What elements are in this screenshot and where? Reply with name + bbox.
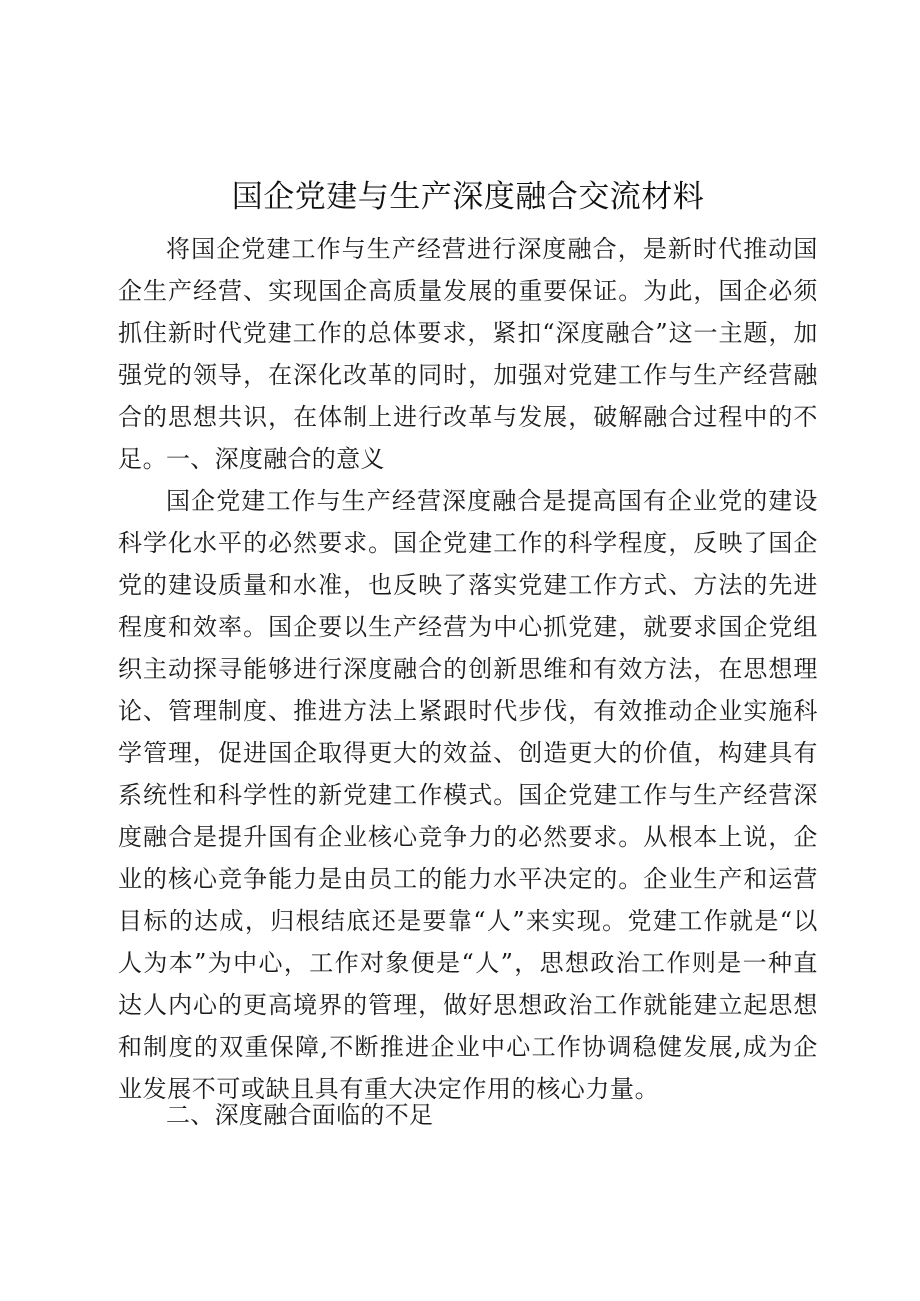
section-heading-2: 二、深度融合面临的不足 xyxy=(166,1101,434,1129)
document-page xyxy=(118,172,818,1136)
document-title: 国企党建与生产深度融合交流材料 xyxy=(231,179,705,215)
intro-paragraph: 将国企党建工作与生产经营进行深度融合，是新时代推动国企生产经营、实现国企高质量发展的重要保证。为此，国企必须抓住新时代党建工作的总体要求，紧扣“深度融合”这一主题，加强党的领导，在深化改革的同时，加强对党建工作与生产经营融合的思想共识，在体制上进行改革与发展，破解融合过程中的不足。 xyxy=(118,235,818,473)
section-1-paragraph: 国企党建工作与生产经营深度融合是提高国有企业党的建设科学化水平的必然要求。国企党建工作的科学程度，反映了国企党的建设质量和水准，也反映了落实党建工作方式、方法的先进程度和效率。国企要以生产经营为中心抓党建，就要求国企党组织主动探寻能够进行深度融合的创新思维和有效方法，在思想理论、管理制度、推进方法上紧跟时代步伐，有效推动企业实施科学管理，促进国企取得更大的效益、创造更大的价值，构建具有系统性和科学性的新党建工作模式。国企党建工作与生产经营深度融合是提升国有企业核心竞争力的必然要求。从根本上说，企业的核心竞争能力是由员工的能力水平决定的。企业生产和运营目标的达成，归根结底还是要靠“人”来实现。党建工作就是“以人为本”为中心，工作对象便是“人”，思想政治工作则是一种直达人内心的更高境界的管理，做好思想政治工作就能建立起思想和制度的双重保障,不断推进企业中心工作协调稳健发展,成为企业发展不可或缺且具有重大决定作用的核心力量。 xyxy=(118,487,818,1103)
section-heading-1: 一、深度融合的意义 xyxy=(166,445,385,473)
